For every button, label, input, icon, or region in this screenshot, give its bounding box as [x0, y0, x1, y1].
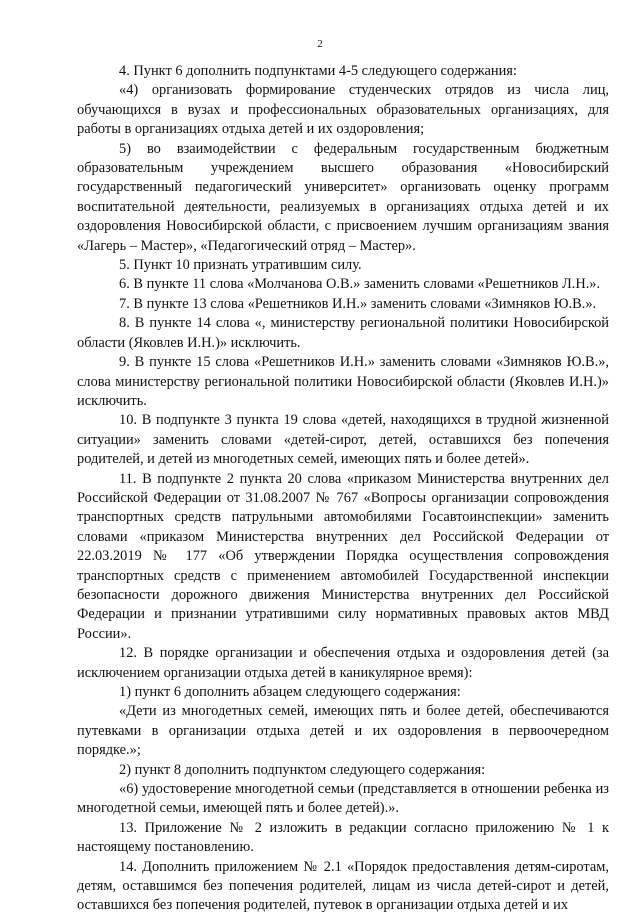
paragraph: «6) удостоверение многодетной семьи (представляется в отношении ребенка из многодетной семьи, имеющей пять и более детей).». [77, 781, 609, 817]
paragraph: 10. В подпункте 3 пункта 19 слова «детей, находящихся в трудной жизненной ситуации» заменить словами «детей-сирот, детей, оставшихся без попечения родителей, и детей из многодетных семей, имеющих пять и более детей». [77, 412, 609, 468]
paragraph: 14. Дополнить приложением № 2.1 «Порядок предоставления детям-сиротам, детям, оставшимся без попечения родителей, лицам из числа детей-сирот и детей, оставшихся без попечения родителей, путевок в организации отдыха детей и их [77, 858, 609, 914]
paragraph: 5) во взаимодействии с федеральным государственным бюджетным образовательным учреждением высшего образования «Новосибирский государственный педагогический университет» организовать оценку программ воспитательной деятельности, реализуемых в организациях отдыха детей и их оздоровления Новосибирской области, с присвоением лучшим организациям звания «Лагерь – Мастер», «Педагогический отряд – Мастер». [77, 140, 609, 254]
paragraph: 2) пункт 8 дополнить подпунктом следующего содержания: [119, 761, 486, 778]
paragraph: «4) организовать формирование студенческих отрядов из числа лиц, обучающихся в вузах и профессиональных образовательных организациях, для работы в организациях отдыха детей и их оздоровления; [77, 82, 609, 138]
paragraph: 13. Приложение № 2 изложить в редакции согласно приложению № 1 к настоящему постановлению. [77, 819, 609, 856]
paragraph: 4. Пункт 6 дополнить подпунктами 4-5 следующего содержания: [119, 63, 517, 79]
paragraph: 8. В пункте 14 слова «, министерству региональной политики Новосибирской области (Яковлев И.Н.)» исключить. [77, 315, 609, 351]
paragraph: 7. В пункте 13 слова «Решетников И.Н.» заменить словами «Зимняков Ю.В.». [119, 295, 597, 312]
paragraph: 1) пункт 6 дополнить абзацем следующего содержания: [119, 684, 461, 700]
paragraph: 5. Пункт 10 признать утратившим силу. [119, 257, 362, 274]
paragraph: 9. В пункте 15 слова «Решетников И.Н.» заменить словами «Зимняков Ю.В.», слова министерству региональной политики Новосибирской области (Яковлев И.Н.)» исключить. [77, 354, 609, 409]
paragraph: «Дети из многодетных семей, имеющих пять и более детей, обеспечиваются путевками в организации отдыха детей и их оздоровления в первоочередном порядке.»; [77, 703, 609, 759]
document-body [77, 62, 609, 916]
paragraph: 11. В подпункте 2 пункта 20 слова «приказом Министерства внутренних дел Российской Федерации от 31.08.2007 № 767 «Вопросы организации сопровождения транспортных средств патрульными автомобилями Госавтоинспекции» заменить словами «приказом Министерства внутренних дел Российской Федерации от 22.03.2019 № 177 «Об утверждении Порядка осуществления сопровождения транспортных средств с применением автомобилей Государственной инспекции безопасности дорожного движения Министерства внутренних дел Российской Федерации и признании утратившими силу нормативных правовых актов МВД России». [77, 470, 609, 642]
paragraph: 12. В порядке организации и обеспечения отдыха и оздоровления детей (за исключением организации отдыха детей в каникулярное время): [77, 645, 609, 681]
paragraph: 6. В пункте 11 слова «Молчанова О.В.» заменить словами «Решетников Л.Н.». [119, 276, 601, 293]
page-number: 2 [317, 38, 323, 50]
